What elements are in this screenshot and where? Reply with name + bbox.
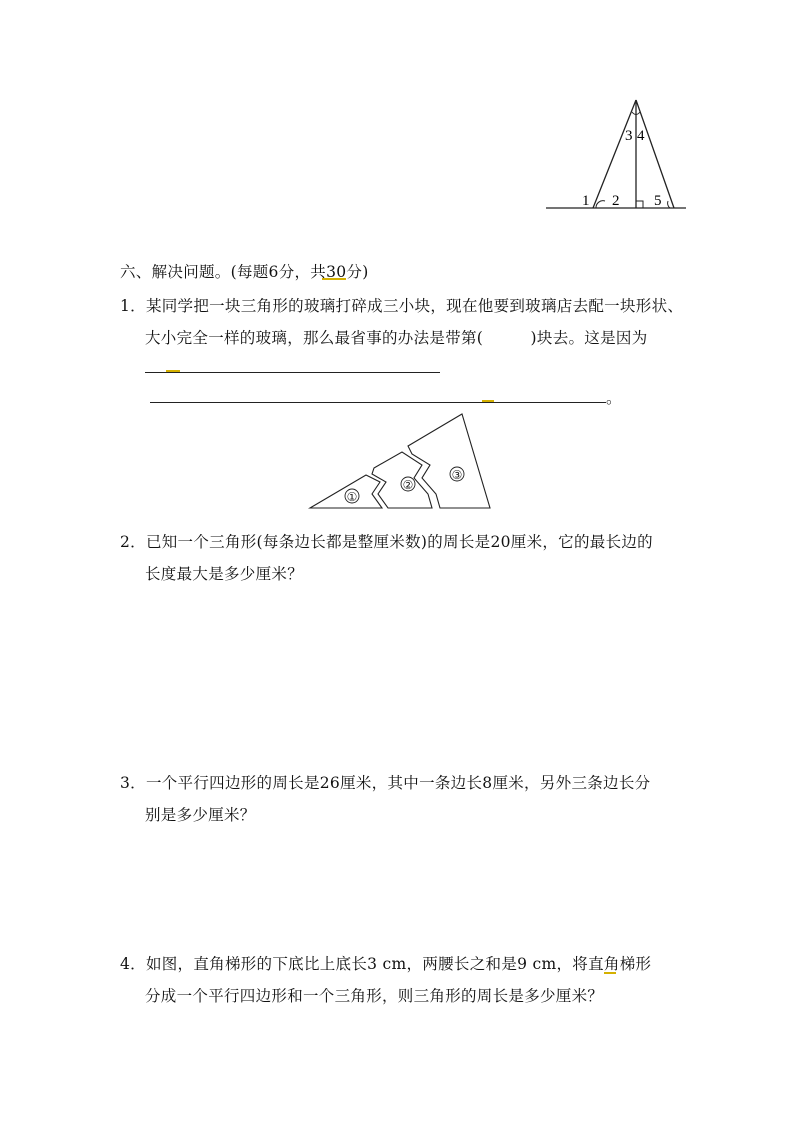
q1-end-mark: 。 <box>606 389 622 407</box>
q1-line2: 大小完全一样的玻璃，那么最省事的办法是带第( )块去。这是因为 <box>145 329 648 347</box>
glass-piece-3 <box>408 414 490 508</box>
angle-arc-5 <box>668 201 670 208</box>
label-2: 2 <box>612 193 620 209</box>
highlight-mark <box>482 400 494 402</box>
q2-line1: 2．已知一个三角形(每条边长都是整厘米数)的周长是20厘米，它的最长边的 <box>120 533 653 551</box>
q4-line2: 分成一个平行四边形和一个三角形，则三角形的周长是多少厘米？ <box>145 987 604 1005</box>
right-side <box>636 100 674 208</box>
piece-3-label: ③ <box>451 468 463 482</box>
right-angle-mark <box>636 201 643 208</box>
piece-1-label: ① <box>346 490 358 504</box>
q1-answer-line-2[interactable] <box>150 402 606 403</box>
left-side <box>593 100 636 208</box>
highlight-mark <box>604 972 616 974</box>
label-1: 1 <box>582 193 590 209</box>
q4-line1: 4．如图，直角梯形的下底比上底长3 cm，两腰长之和是9 cm，将直角梯形 <box>120 955 652 973</box>
q3-line1: 3．一个平行四边形的周长是26厘米，其中一条边长8厘米，另外三条边长分 <box>120 774 651 792</box>
q1-line1: 1．某同学把一块三角形的玻璃打碎成三小块，现在他要到玻璃店去配一块形状、 <box>120 297 684 315</box>
broken-glass-figure <box>300 410 500 515</box>
label-5: 5 <box>654 193 662 209</box>
highlight-mark <box>166 370 180 372</box>
label-3: 3 <box>625 128 633 144</box>
angle-arc-1 <box>596 201 605 208</box>
q1-answer-line-1[interactable] <box>145 372 440 373</box>
piece-2-label: ② <box>402 478 414 492</box>
section6-heading: 六、解决问题。(每题6分，共30分) <box>120 263 369 281</box>
triangle-angle-figure <box>540 90 690 220</box>
q2-line2: 长度最大是多少厘米？ <box>145 565 304 583</box>
highlight-mark <box>322 278 346 280</box>
label-4: 4 <box>637 128 645 144</box>
q3-line2: 别是多少厘米？ <box>145 806 256 824</box>
